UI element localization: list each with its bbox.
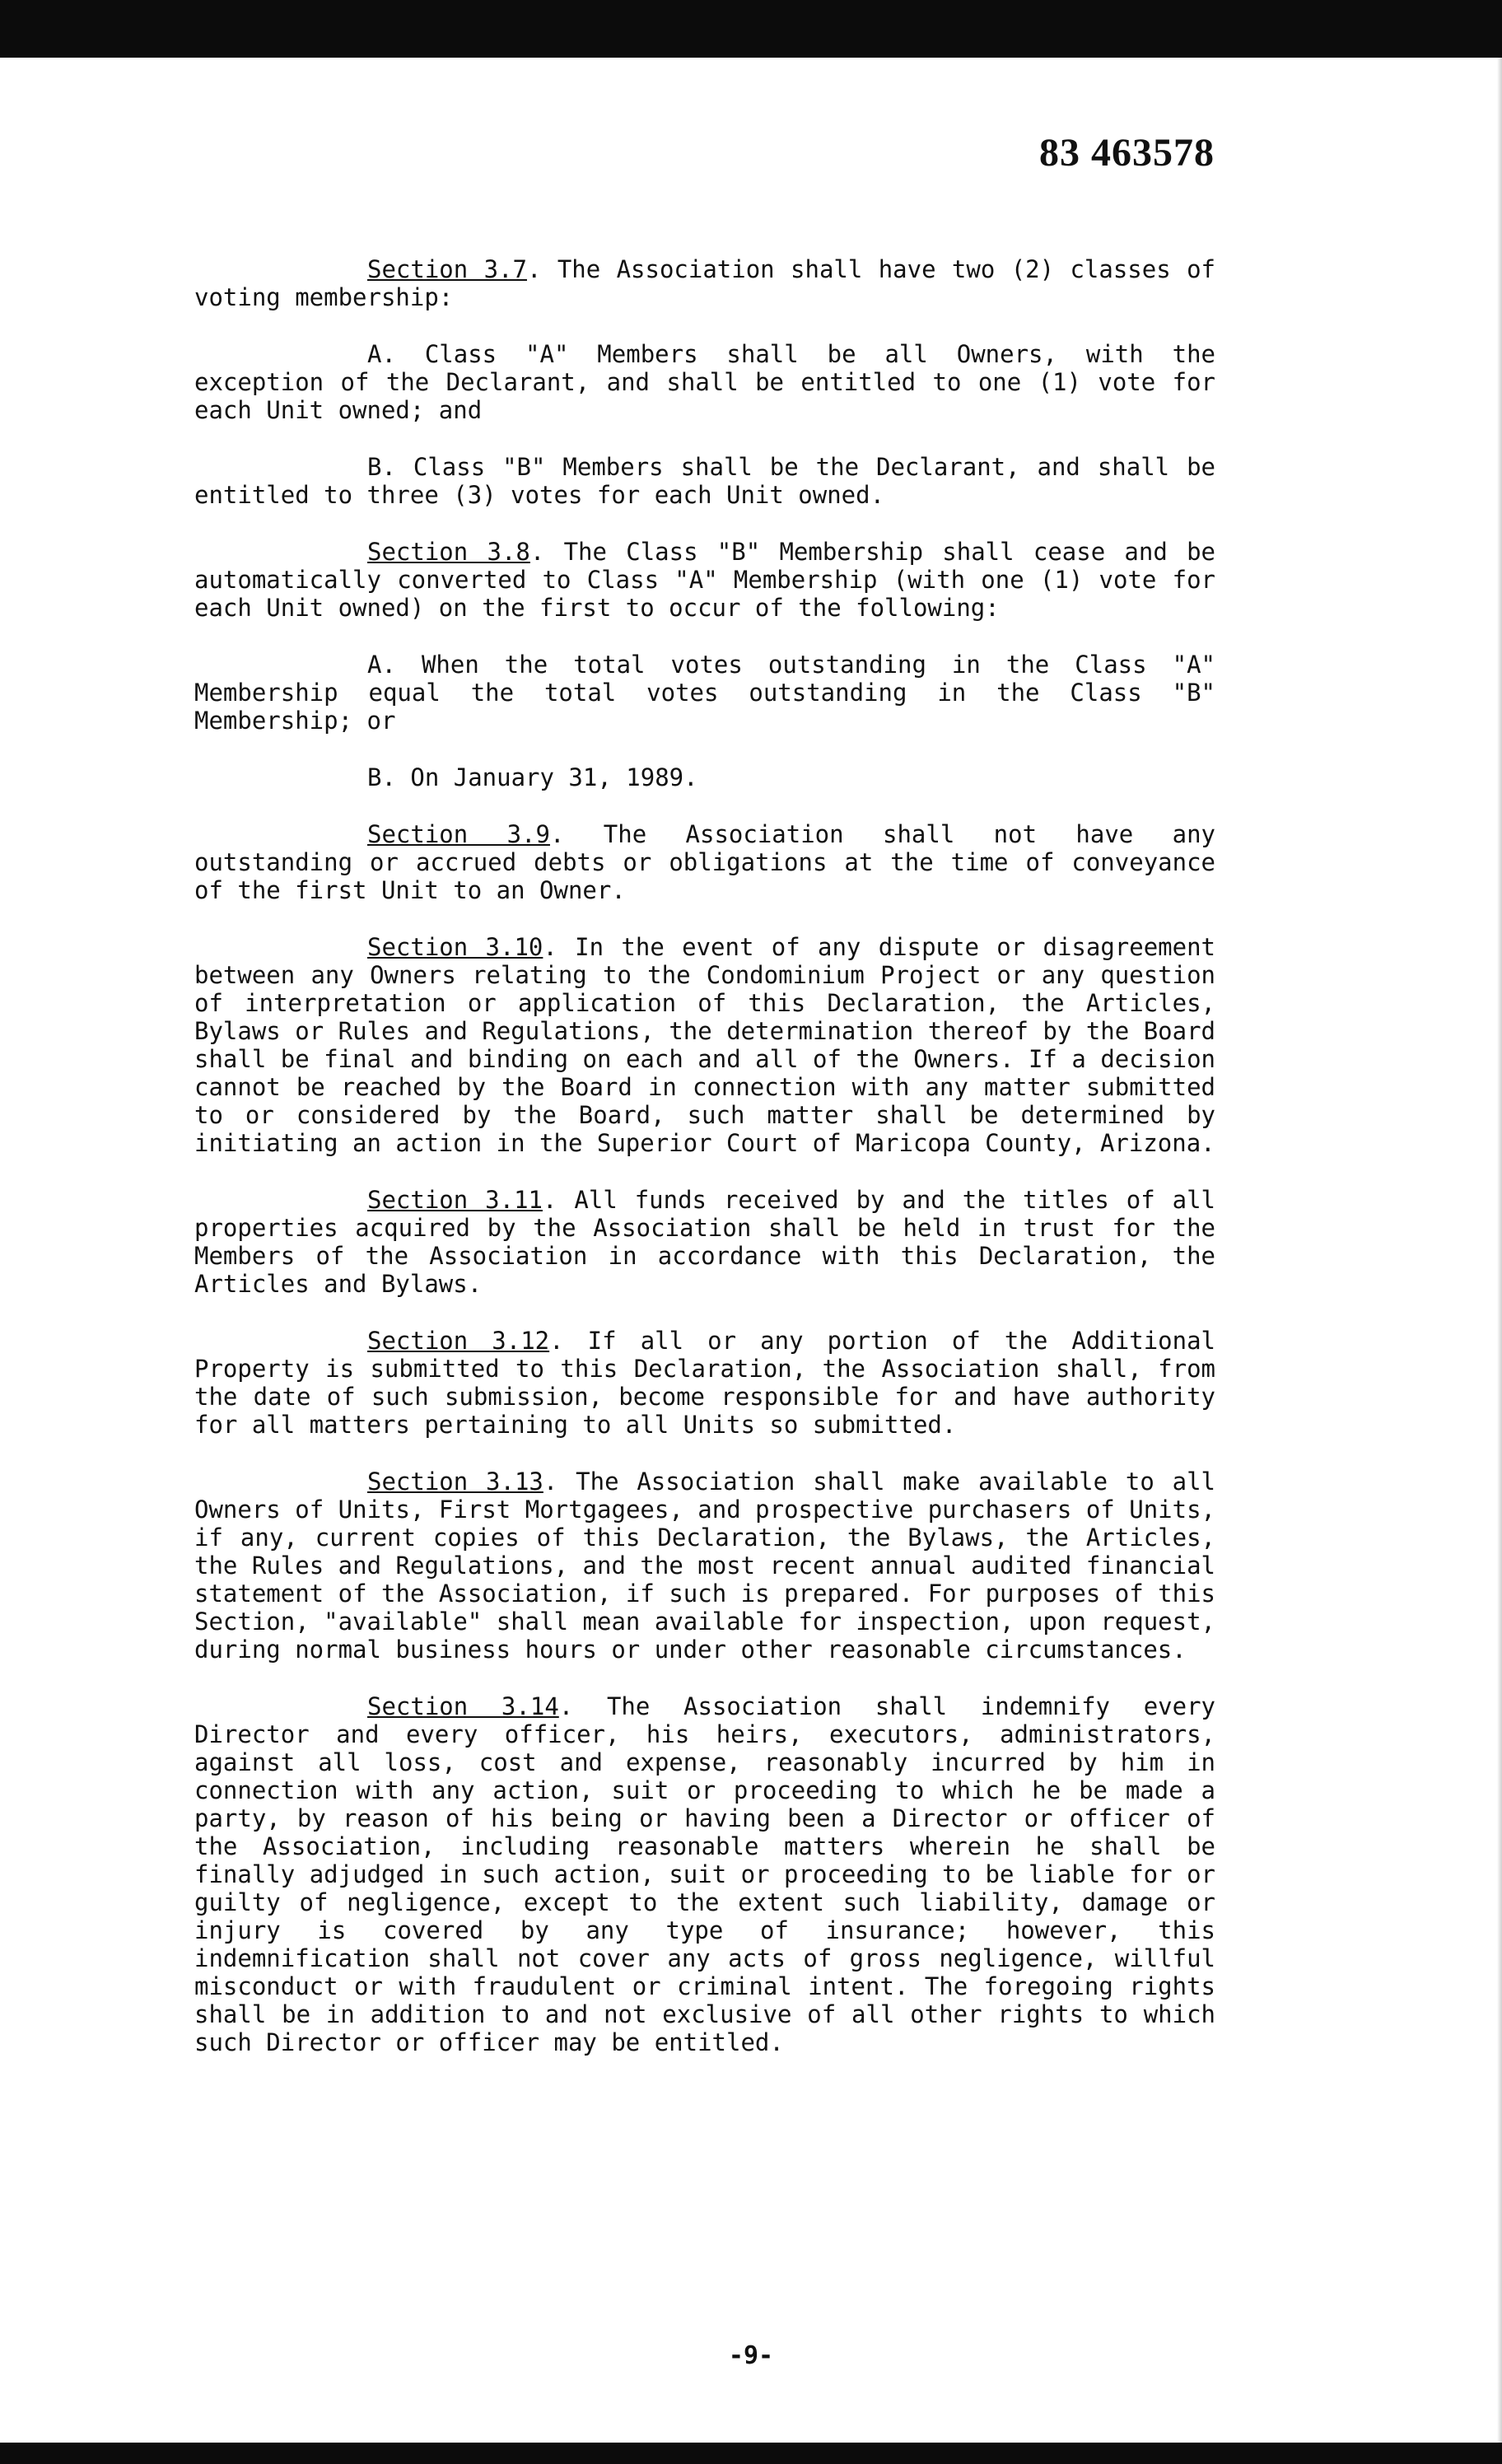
paragraph-section-3-8 (194, 538, 1215, 622)
paragraph-section-3-9 (194, 820, 1215, 904)
paragraph-text: B. On January 31, 1989. (367, 763, 698, 791)
paragraph-text: . If all or any portion of the Additional Property is submitted to this Declaration, the Association shall, from the date of such submission, become responsible for and have authority for all matters pertaining to all Units so submitted. (194, 1327, 1215, 1439)
paragraph-text: . The Association shall indemnify every Director and every officer, his heirs, executors, administrators, against all loss, cost and expense, reasonably incurred by him in connection with any action, suit or proceeding to which he be made a party, by reason of his being or having been a Director or officer of the Association, including reasonable matters wherein he shall be finally adjudged in such action, suit or proceeding to be liable for or guilty of negligence, except to the extent such liability, damage or injury is covered by any type of insurance; however, this indemnification shall not cover any acts of gross negligence, willful misconduct or with fraudulent or criminal intent. The foregoing rights shall be in addition to and not exclusive of all other rights to which such Director or officer may be entitled. (194, 1692, 1216, 2056)
paragraph-text: . The Association shall make available to all Owners of Units, First Mortgagees, and prospective purchasers of Units, if any, current copies of this Declaration, the Bylaws, the Articles, the Rules and Regulations, and the most recent annual audited financial statement of the Association, if such is prepared. For purposes of this Section, "available" shall mean available for inspection, upon request, during normal business hours or under other reasonable circumstances. (194, 1468, 1215, 1664)
paragraph-text: . The Association shall not have any outstanding or accrued debts or obligations at the time of conveyance of the first Unit to an Owner. (194, 820, 1215, 904)
paragraph-text: A. Class "A" Members shall be all Owners, with the exception of the Declarant, and shall be entitled to one (1) vote for each Unit owned; and (194, 340, 1215, 424)
paragraph-3-7-a (194, 340, 1215, 424)
scan-right-edge (1497, 58, 1502, 2443)
document-body (194, 255, 1215, 2085)
section-heading: Section 3.10 (367, 933, 543, 961)
section-heading: Section 3.8 (367, 538, 530, 566)
section-heading: Section 3.7 (367, 255, 527, 283)
paragraph-3-8-a (194, 651, 1215, 735)
paragraph-section-3-7 (194, 255, 1215, 311)
document-number: 83 463578 (1039, 131, 1215, 175)
paragraph-text: B. Class "B" Members shall be the Declarant, and shall be entitled to three (3) votes for each Unit owned. (194, 453, 1215, 509)
scan-bottom-border (0, 2443, 1502, 2464)
section-heading: Section 3.9 (367, 820, 550, 848)
paragraph-text: . All funds received by and the titles of all properties acquired by the Association shall be held in trust for the Members of the Association in accordance with this Declaration, the Articles and Bylaws. (194, 1186, 1215, 1298)
paragraph-3-8-b (194, 763, 1215, 791)
paragraph-text: . The Association shall have two (2) classes of voting membership: (194, 255, 1215, 311)
paragraph-3-7-b (194, 453, 1215, 509)
page-number: -9- (728, 2341, 774, 2370)
paragraph-section-3-14 (194, 1692, 1215, 2056)
section-heading: Section 3.12 (367, 1327, 550, 1355)
paragraph-section-3-12 (194, 1327, 1215, 1439)
paragraph-section-3-10 (194, 933, 1215, 1157)
scan-top-border (0, 0, 1502, 58)
section-heading: Section 3.13 (367, 1468, 543, 1496)
section-heading: Section 3.11 (367, 1186, 543, 1214)
paragraph-section-3-11 (194, 1186, 1215, 1298)
paragraph-text: . The Class "B" Membership shall cease and be automatically converted to Class "A" Membership (with one (1) vote for each Unit owned) on the first to occur of the following: (194, 538, 1215, 622)
paragraph-text: . In the event of any dispute or disagreement between any Owners relating to the Condominium Project or any question of interpretation or application of this Declaration, the Articles, Bylaws or Rules and Regulations, the determination thereof by the Board shall be final and binding on each and all of the Owners. If a decision cannot be reached by the Board in connection with any matter submitted to or considered by the Board, such matter shall be determined by initiating an action in the Superior Court of Maricopa County, Arizona. (194, 933, 1215, 1157)
paragraph-text: A. When the total votes outstanding in the Class "A" Membership equal the total votes outstanding in the Class "B" Membership; or (194, 651, 1215, 735)
paragraph-section-3-13 (194, 1468, 1215, 1664)
section-heading: Section 3.14 (367, 1692, 559, 1720)
